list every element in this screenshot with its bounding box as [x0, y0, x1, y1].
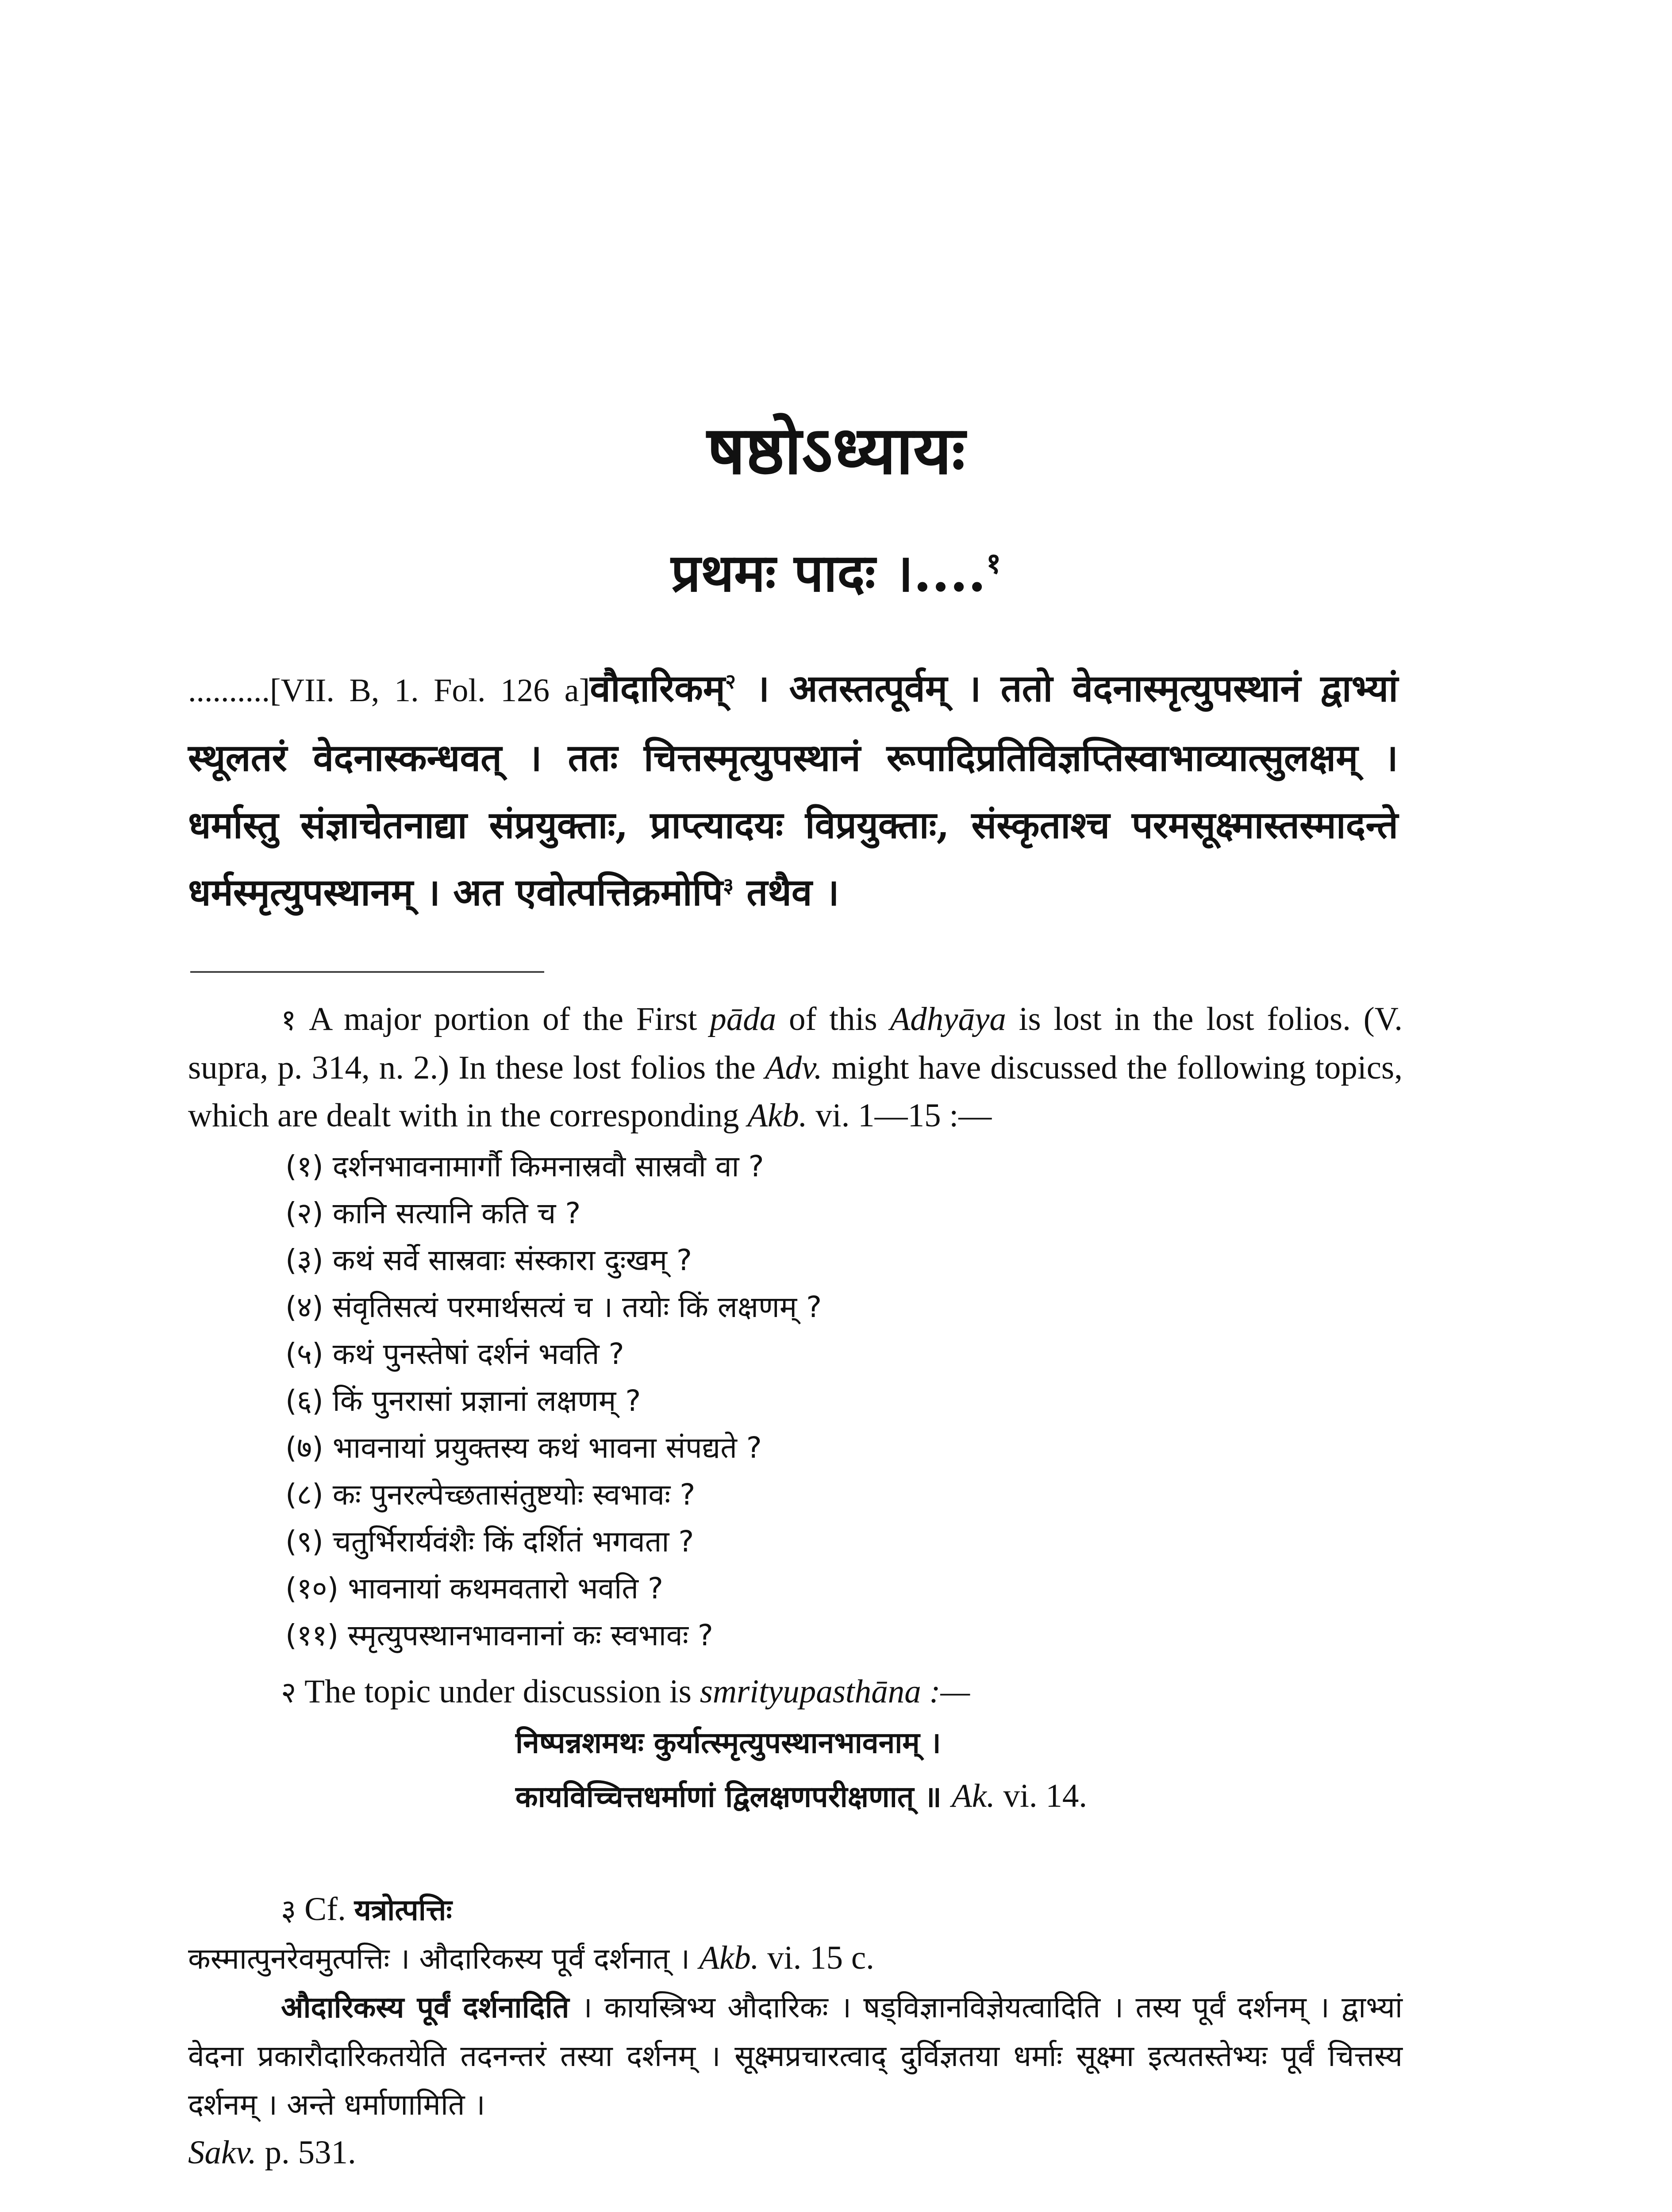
footnote-3-cf: Cf.: [296, 1891, 354, 1928]
footnote-1-text: might have discussed the following topics, which are dealt with in the corresponding: [188, 1049, 1403, 1134]
main-text: [188, 655, 1398, 926]
chapter-title: [0, 403, 1672, 493]
main-text-end: तथैव ।: [734, 870, 839, 914]
quote-2-lemma: औदारिकस्य पूर्वं दर्शनादिति: [281, 1990, 569, 2024]
term-adv: Adv.: [765, 1049, 823, 1086]
list-item: (२) कानि सत्यानि कति च ?: [285, 1196, 581, 1230]
footnote-3-mark: ३: [281, 1893, 296, 1927]
term-smrityupasthana: smrityupasthāna :—: [700, 1673, 970, 1710]
footnote-1-mark: १: [281, 1003, 296, 1037]
ref-ak-number: vi. 14.: [995, 1778, 1088, 1814]
quote-2-text: । कायस्त्रिभ्य औदारिकः । षड्विज्ञानविज्ञेयत्वादिति । तस्य पूर्वं दर्शनम् । द्वाभ्यां वेदना प्रकारौदारिकतयेति तदनन्तरं तस्या दर्शनम् । सूक्ष्मप्रचारत्वाद् दुर्विज्ञतया धर्माः सूक्ष्मा इत्यतस्तेभ्यः पूर्वं चित्तस्य दर्शनम् । अन्ते धर्माणामिति ।: [188, 1990, 1403, 2122]
list-item: (६) किं पुनरासां प्रज्ञानां लक्षणम् ?: [285, 1384, 641, 1418]
list-item: (५) कथं पुनस्तेषां दर्शनं भवति ?: [285, 1337, 624, 1371]
footnote-1-text: is lost in the lost folios. (V. supra, p. 314, n. 2.) In these lost folios the: [188, 1001, 1403, 1086]
main-text-start: वौदारिकम्: [590, 666, 725, 710]
ref-akb: Akb.: [699, 1939, 759, 1976]
footnote-ref-1: १: [986, 546, 1001, 580]
footnote-1-text: of this: [776, 1001, 890, 1037]
term-pada: pāda: [710, 1001, 776, 1037]
chapter-title-text: षष्ठोऽध्यायः: [707, 411, 965, 489]
ref-sakv-page: p. 531.: [256, 2134, 356, 2171]
list-item: (४) संवृतिसत्यं परमार्थसत्यं च । तयोः किं लक्षणम् ?: [285, 1290, 822, 1324]
list-item: (८) कः पुनरल्पेच्छतासंतुष्टयोः स्वभावः ?: [285, 1478, 696, 1512]
folio-reference: ..........[VII. B, 1. Fol. 126 a]: [188, 672, 590, 709]
list-item: (१) दर्शनभावनामार्गौ किमनास्रवौ सास्रवौ वा ?: [285, 1149, 764, 1183]
footnote-divider: [190, 971, 544, 973]
ref-akb-number: vi. 15 c.: [759, 1939, 874, 1976]
pada-title-text: प्रथमः पादः ।....: [671, 542, 986, 603]
list-item: (३) कथं सर्वे सास्रवाः संस्कारा दुःखम् ?: [285, 1243, 692, 1277]
footnote-2-text: The topic under discussion is: [296, 1673, 700, 1710]
ref-sakv: Sakv.: [188, 2134, 257, 2171]
verse-line-2-text: कायविच्चित्तधर्माणां द्विलक्षणपरीक्षणात् ॥: [515, 1780, 942, 1814]
footnote-1-text: vi. 1—15 :—: [807, 1097, 992, 1134]
topic-list: [188, 1143, 1403, 1659]
quote-line-1: [188, 1934, 1403, 1983]
footnotes: [188, 995, 1403, 2177]
list-item: (७) भावनायां प्रयुक्तस्य कथं भावना संपद्यते ?: [285, 1431, 762, 1465]
footnote-1: [188, 995, 1403, 1140]
footnote-ref-2: २: [725, 669, 736, 693]
term-adhyaya: Adhyāya: [890, 1001, 1006, 1037]
term-akb: Akb.: [747, 1097, 807, 1134]
footnote-3: [188, 1886, 1403, 1934]
pada-title: [0, 535, 1672, 607]
quote-paragraph-2: [188, 1983, 1403, 2129]
main-text-body: । अतस्तत्पूर्वम् । ततो वेदनास्मृत्युपस्थानं द्वाभ्यां स्थूलतरं वेदनास्कन्धवत् । ततः चित्तस्मृत्युपस्थानं रूपादिप्रतिविज्ञप्तिस्वाभाव्यात्सुलक्षम् । धर्मास्तु संज्ञाचेतनाद्या संप्रयुक्ताः, प्राप्त्यादयः विप्रयुक्ताः, संस्कृताश्च परमसूक्ष्मास्तस्मादन्ते धर्मस्मृत्युपस्थानम् । अत एवोत्पत्तिक्रमोपि: [188, 666, 1398, 914]
ref-ak: Ak.: [951, 1778, 995, 1814]
footnote-1-text: A major portion of the First: [296, 1001, 710, 1037]
verse-line-1: [188, 1717, 1403, 1770]
footnote-2: [188, 1668, 1403, 1717]
footnote-2-mark: २: [281, 1675, 296, 1709]
quote-1-text: कस्मात्पुनरेवमुत्पत्तिः । औदारिकस्य पूर्वं दर्शनात् ।: [188, 1942, 700, 1976]
verse-line-1-text: निष्पन्नशमथः कुर्यात्स्मृत्युपस्थानभावनाम् ।: [515, 1726, 941, 1760]
source-citation: [188, 2129, 1403, 2177]
term-yatrotpatti: यत्रोत्पत्तिः: [354, 1893, 452, 1927]
verse-line-2: [188, 1770, 1403, 1824]
list-item: (९) चतुर्भिरार्यवंशैः किं दर्शितं भगवता ?: [285, 1525, 694, 1559]
list-item: (१०) भावनायां कथमवतारो भवति ?: [285, 1571, 664, 1605]
list-item: (११) स्मृत्युपस्थानभावनानां कः स्वभावः ?: [285, 1618, 713, 1652]
footnote-ref-3: ३: [723, 873, 734, 897]
